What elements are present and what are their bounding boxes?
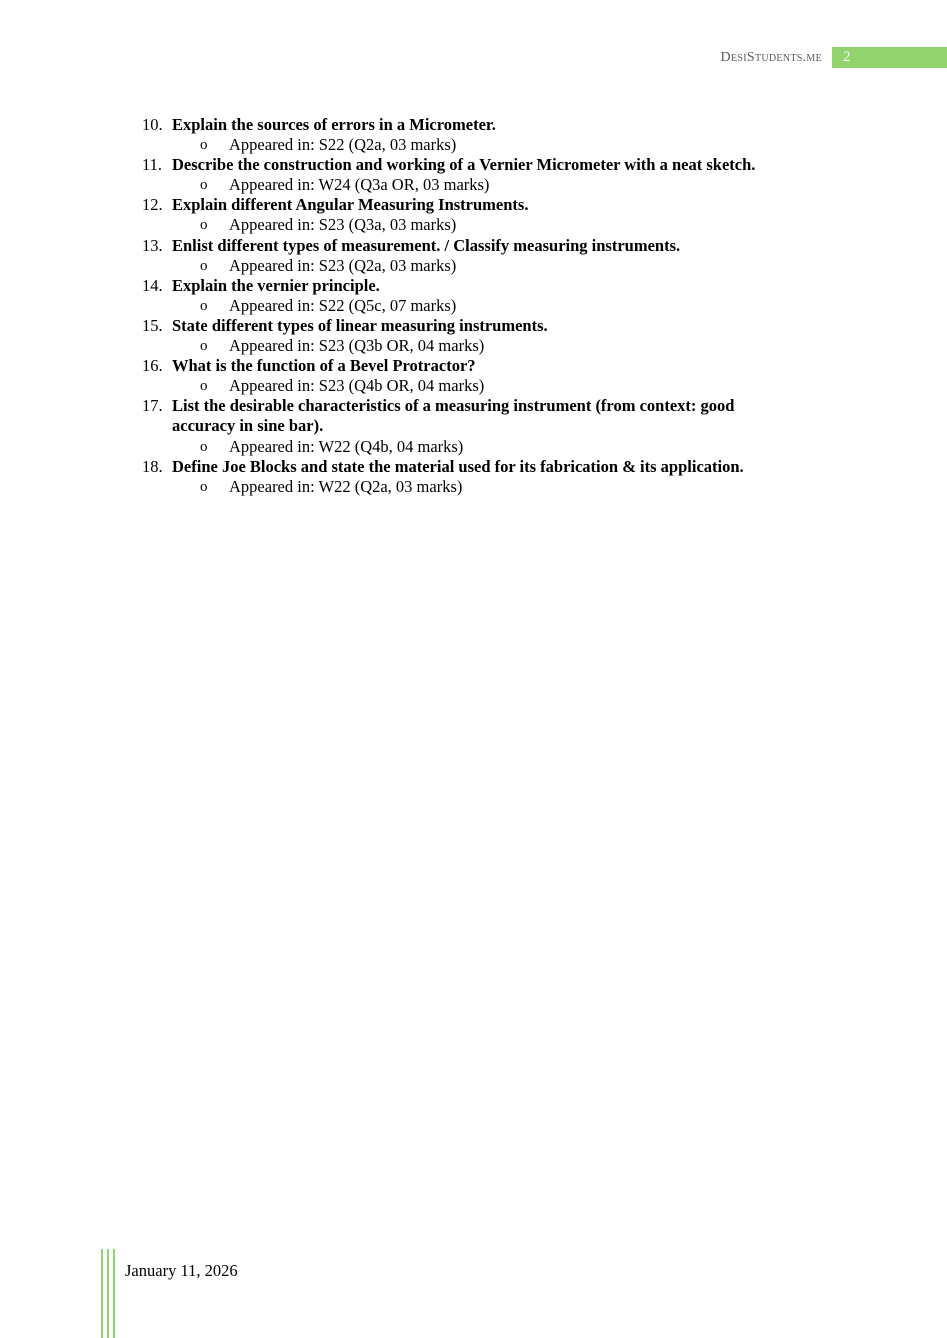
bullet-marker: o [200,338,208,355]
question-text: Define Joe Blocks and state the material used for its fabrication & its application. [172,456,744,476]
appeared-in: Appeared in: W24 (Q3a OR, 03 marks) [229,175,490,195]
appeared-in: Appeared in: W22 (Q2a, 03 marks) [229,476,463,496]
footer-bar [101,1249,103,1338]
question-item [142,396,822,456]
question-item [142,316,822,356]
question-item [142,236,822,276]
footer-bar [113,1249,115,1338]
bullet-marker: o [200,478,208,495]
appeared-in: Appeared in: S23 (Q2a, 03 marks) [229,255,457,275]
bullet-marker: o [200,297,208,314]
appeared-in: Appeared in: S22 (Q5c, 07 marks) [229,295,457,315]
question-text: Explain the vernier principle. [172,275,380,295]
question-item [142,276,822,316]
question-number: 15. [142,315,163,335]
bullet-marker: o [200,177,208,194]
question-text: What is the function of a Bevel Protractor? [172,356,476,376]
site-name: DesiStudents.me [720,50,822,65]
footer-date: January 11, 2026 [125,1261,238,1280]
footer-bar [107,1249,109,1338]
page-header [721,47,947,68]
bullet-marker: o [200,378,208,395]
question-text: List the desirable characteristics of a measuring instrument (from context: good accuracy in sine bar). [172,396,735,436]
page-number: 2 [832,47,947,68]
question-item [142,115,822,155]
question-text: Explain different Angular Measuring Instruments. [172,195,529,215]
appeared-in: Appeared in: S23 (Q3a, 03 marks) [229,215,457,235]
appeared-in: Appeared in: S22 (Q2a, 03 marks) [229,135,457,155]
appeared-in: Appeared in: S23 (Q4b OR, 04 marks) [229,376,485,396]
question-item [142,457,822,497]
question-number: 10. [142,115,163,134]
question-number: 16. [142,356,163,376]
bullet-marker: o [200,438,208,455]
question-text: Describe the construction and working of a Vernier Micrometer with a neat sketch. [172,155,756,175]
question-number: 12. [142,195,163,215]
bullet-marker: o [200,257,208,274]
appeared-in: Appeared in: W22 (Q4b, 04 marks) [229,436,464,456]
question-item [142,155,822,195]
question-item [142,195,822,235]
question-number: 17. [142,396,163,416]
question-number: 13. [142,235,163,255]
question-text: Explain the sources of errors in a Micrometer. [172,115,496,134]
question-item [142,356,822,396]
question-list [142,115,822,497]
question-text: Enlist different types of measurement. / Classify measuring instruments. [172,235,681,255]
bullet-marker: o [200,217,208,234]
appeared-in: Appeared in: S23 (Q3b OR, 04 marks) [229,336,485,356]
bullet-marker: o [200,137,208,154]
question-number: 14. [142,275,163,295]
question-text: State different types of linear measuring instruments. [172,315,548,335]
question-number: 11. [142,155,163,175]
question-number: 18. [142,456,163,476]
footer-accent-bars [101,1249,115,1338]
